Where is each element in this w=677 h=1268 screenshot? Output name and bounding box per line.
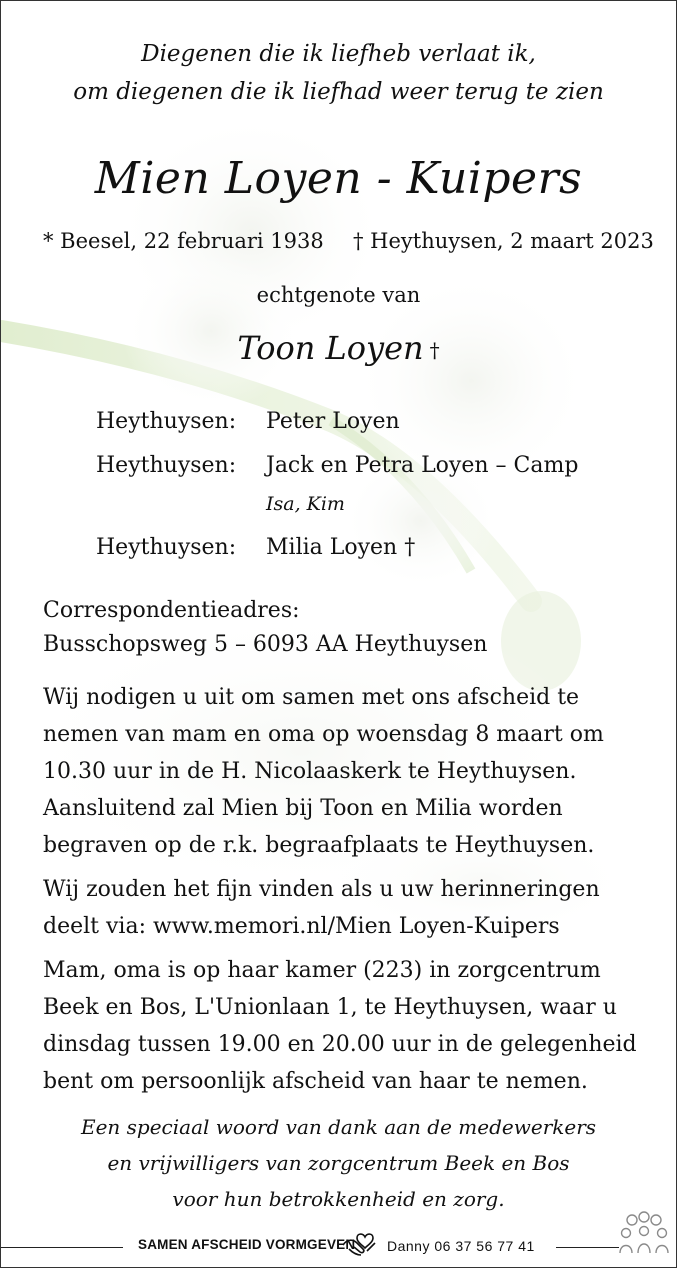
birth-date: * Beesel, 22 februari 1938 [43, 229, 324, 253]
footer-brand: SAMEN AFSCHEID VORMGEVEN [138, 1237, 356, 1252]
text-line: Wij zouden het fijn vinden als u uw herinneringen [43, 877, 600, 902]
address-label: Correspondentieadres: [43, 598, 300, 623]
memories-paragraph [43, 871, 600, 945]
family-children: Isa, Kim [266, 493, 345, 515]
text-line: Mam, oma is op haar kamer (223) in zorgcentrum [43, 958, 601, 983]
people-group-icon [618, 1211, 670, 1255]
invitation-paragraph [43, 679, 604, 864]
motto-line-2: om diegenen die ik liefhad weer terug te zien [73, 79, 604, 105]
footer-divider [556, 1247, 619, 1248]
spouse-intro: echtgenote van [256, 283, 421, 307]
text-line: Wij nodigen u uit om samen met ons afscheid te [43, 685, 580, 710]
text-line: voor hun betrokkenheid en zorg. [172, 1187, 505, 1211]
text-line: Een speciaal woord van dank aan de medewerkers [80, 1115, 597, 1139]
text-line: Aansluitend zal Mien bij Toon en Milia worden [43, 796, 563, 821]
deceased-name: Mien Loyen - Kuipers [94, 153, 583, 204]
text-line: 10.30 uur in de H. Nicolaaskerk te Heythuysen. [43, 759, 577, 784]
handshake-heart-icon [339, 1229, 379, 1259]
text-line: begraven op de r.k. begraafplaats te Heythuysen. [43, 833, 595, 858]
thanks-note [1, 1109, 676, 1217]
spouse-name: Toon Loyen [237, 329, 424, 367]
text-line: en vrijwilligers van zorgcentrum Beek en Bos [107, 1151, 570, 1175]
motto-line-1: Diegenen die ik liefheb verlaat ik, [141, 41, 536, 67]
cross-mark: † [429, 338, 440, 362]
text-line: nemen van mam en oma op woensdag 8 maart om [43, 722, 604, 747]
family-person: Peter Loyen [266, 409, 400, 434]
text-line: bent om persoonlijk afscheid van haar te nemen. [43, 1069, 588, 1094]
text-line: Beek en Bos, L'Unionlaan 1, te Heythuysen, waar u [43, 995, 617, 1020]
motto-quote [1, 35, 676, 111]
visit-paragraph [43, 952, 637, 1100]
address-line: Busschopsweg 5 – 6093 AA Heythuysen [43, 632, 488, 657]
spouse-line [1, 329, 676, 367]
family-place: Heythuysen: [96, 453, 237, 478]
family-place: Heythuysen: [96, 535, 237, 560]
footer-contact: Danny 06 37 56 77 41 [387, 1238, 535, 1254]
family-person: Jack en Petra Loyen – Camp [266, 453, 579, 478]
death-date: † Heythuysen, 2 maart 2023 [353, 229, 654, 253]
correspondence-address [43, 594, 487, 662]
text-line: deelt via: www.memori.nl/Mien Loyen-Kuipers [43, 914, 560, 939]
footer-divider [1, 1247, 123, 1248]
family-person: Milia Loyen † [266, 535, 416, 560]
text-line: dinsdag tussen 19.00 en 20.00 uur in de gelegenheid [43, 1032, 637, 1057]
family-place: Heythuysen: [96, 409, 237, 434]
